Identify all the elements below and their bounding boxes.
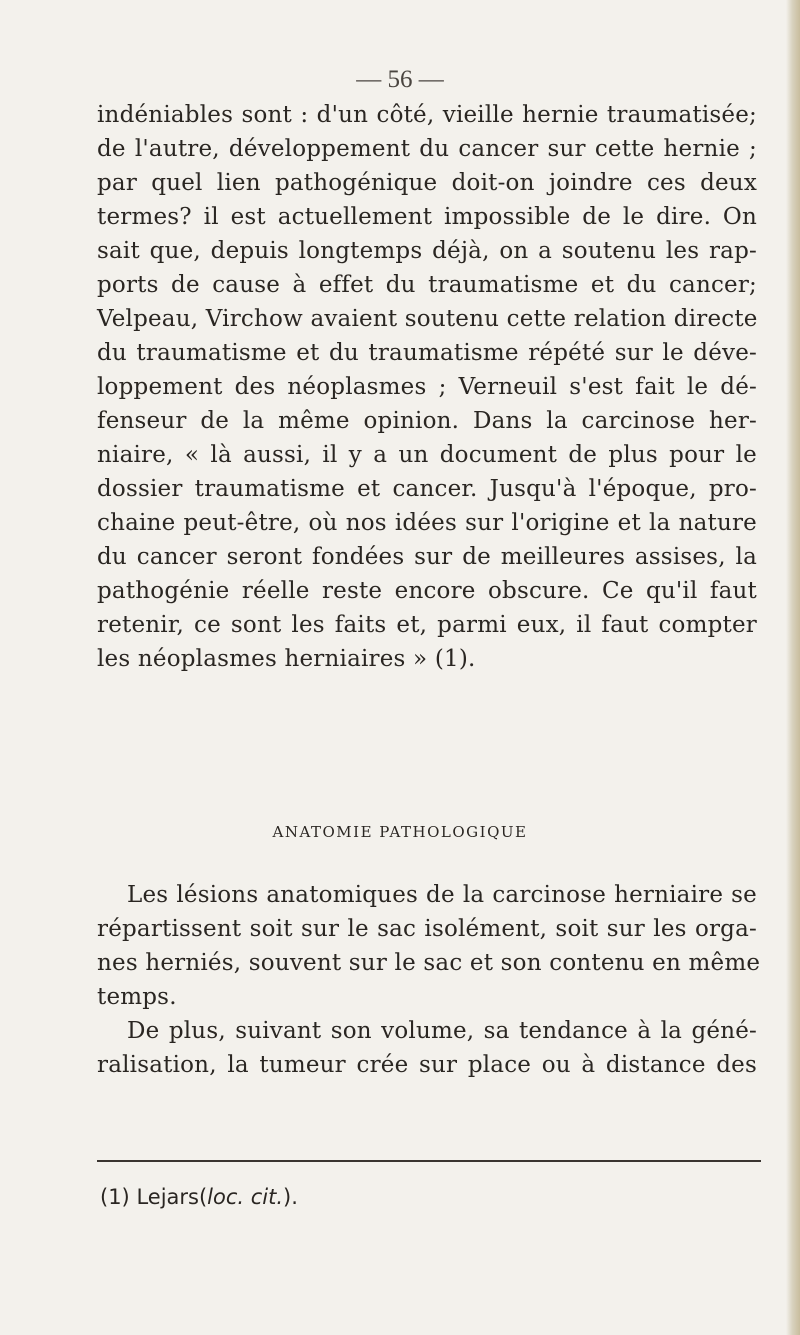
text-line: du traumatisme et du traumatisme répété sur le déve- [97,340,757,366]
page-number: — 56 — [356,66,444,93]
text-line: loppement des néoplasmes ; Verneuil s'est fait le dé- [97,374,757,400]
text-line: Velpeau, Virchow avaient soutenu cette relation directe [97,306,758,332]
text-line: fenseur de la même opinion. Dans la carcinose her- [97,408,757,434]
text-line: De plus, suivant son volume, sa tendance à la géné- [127,1018,757,1044]
text-line: sait que, depuis longtemps déjà, on a soutenu les rap- [97,238,757,264]
text-line: de l'autre, développement du cancer sur cette hernie ; [97,136,757,162]
text-line: ports de cause à effet du traumatisme et du cancer; [97,272,757,298]
text-line: par quel lien pathogénique doit-on joindre ces deux [97,170,757,196]
text-line: temps. [97,984,177,1010]
text-line: répartissent soit sur le sac isolément, soit sur les orga- [97,916,757,942]
footnote [100,1185,298,1209]
paragraph-1 [97,98,757,676]
text-line: nes herniés, souvent sur le sac et son contenu en même [97,950,761,976]
footnote-open-paren: ( [198,1185,208,1209]
text-line: termes? il est actuellement impossible de le dire. On [97,204,757,230]
text-line: Les lésions anatomiques de la carcinose herniaire se [127,882,757,908]
page-edge-shadow [786,0,800,1335]
footnote-marker: (1) [100,1185,130,1209]
text-line: retenir, ce sont les faits et, parmi eux, il faut compter [97,612,757,638]
text-line: pathogénie réelle reste encore obscure. Ce qu'il faut [97,578,757,604]
section-heading: ANATOMIE PATHOLOGIQUE [272,823,528,841]
text-line: chaine peut-être, où nos idées sur l'origine et la nature [97,510,757,536]
footnote-author: Lejars [136,1185,199,1209]
footnote-reference: loc. cit. [207,1185,284,1209]
footnote-divider [97,1160,761,1162]
text-line: indéniables sont : d'un côté, vieille hernie traumatisée; [97,102,757,128]
text-line: niaire, « là aussi, il y a un document de plus pour le [97,442,757,468]
text-line: les néoplasmes herniaires » (1). [97,646,476,672]
paragraph-2 [97,878,761,1082]
text-line: du cancer seront fondées sur de meilleures assises, la [97,544,757,570]
footnote-close-paren: ). [283,1185,298,1209]
text-line: ralisation, la tumeur crée sur place ou à distance des [97,1052,757,1078]
text-line: dossier traumatisme et cancer. Jusqu'à l'époque, pro- [97,476,757,502]
